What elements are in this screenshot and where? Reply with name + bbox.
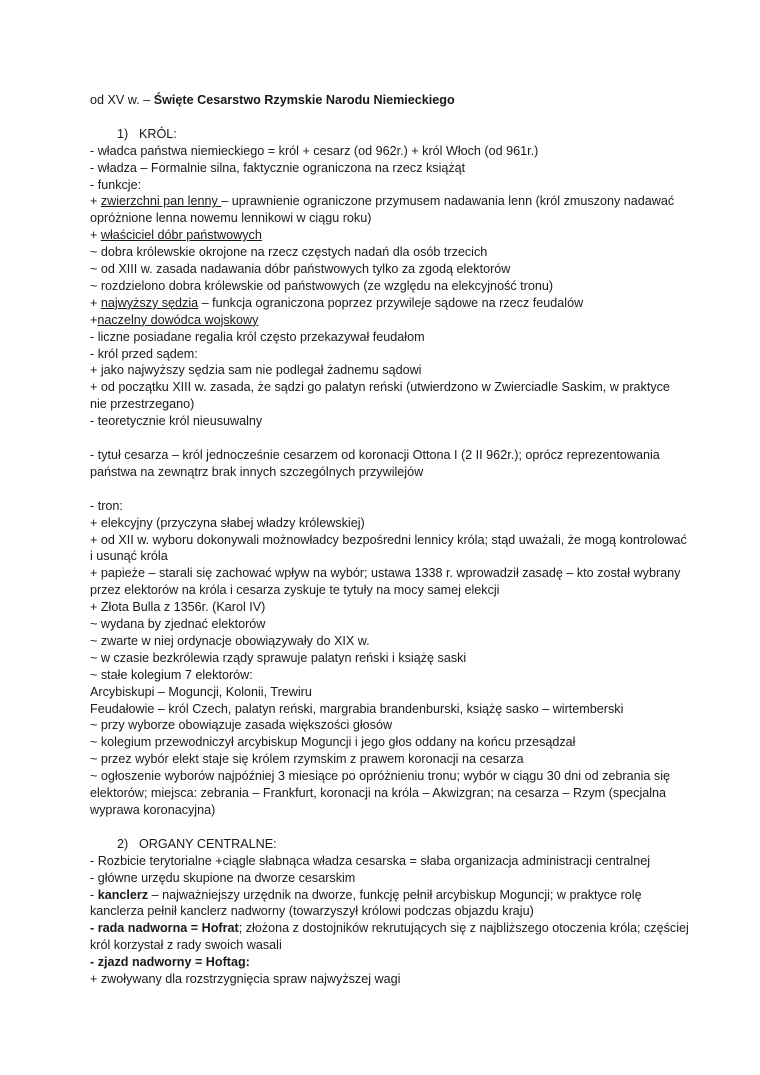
paragraph-line: ~ zwarte w niej ordynacje obowiązywały do XIX w.: [90, 633, 370, 648]
underlined-term: właściciel dóbr państwowych: [100, 228, 262, 243]
paragraph-line: + elekcyjny (przyczyna słabej władzy królewskiej): [90, 515, 365, 530]
paragraph-line: - Rozbicie terytorialne +ciągle słabnąca władza cesarska = słaba organizacja administracji centralnej: [90, 853, 651, 868]
paragraph-line: + od XII w. wyboru dokonywali możnowładcy bezpośredni lennicy króla; stąd uważali, że mogą kontrolować i usunąć króla: [90, 532, 687, 564]
paragraph-line: ~ przy wyborze obowiązuje zasada większości głosów: [90, 718, 393, 733]
paragraph-line: - liczne posiadane regalia król często przekazywał feudałom: [90, 329, 425, 344]
paragraph-line: ~ wydana by zjednać elektorów: [90, 617, 266, 632]
paragraph-line: Arcybiskupi – Moguncji, Kolonii, Trewiru: [90, 684, 312, 699]
section-2-heading: [117, 836, 690, 853]
paragraph-line: - tron:: [90, 498, 123, 513]
paragraph-line: - władza – Formalnie silna, faktycznie ograniczona na rzecz książąt: [90, 160, 466, 175]
line-text: – najważniejszy urzędnik na dworze, funkcję pełnił arcybiskup Moguncji; w praktyce rolę kanclerza pełnił kanclerz nadworny (towarzyszył królowi podczas objazdu kraju): [90, 887, 642, 919]
paragraph-line: ~ kolegium przewodniczył arcybiskup Moguncji i jego głos oddany na końcu przesądzał: [90, 735, 576, 750]
underlined-term: zwierzchni pan lenny: [100, 194, 222, 209]
line-text: – funkcja ograniczona poprzez przywileje sądowe na rzecz feudalów: [198, 295, 584, 310]
paragraph-line: - tytuł cesarza – król jednocześnie cesarzem od koronacji Ottona I (2 II 962r.); oprócz reprezentowania państwa na zewnątrz brak innych szczególnych przywilejów: [90, 448, 660, 479]
line-text: – uprawnienie ograniczone przymusem nadawania lenn (król zmuszony nadawać opróżnione lenna nowemu lennikowi w ciągu roku): [90, 194, 675, 226]
paragraph-line: [90, 227, 690, 244]
paragraph-line: ~ w czasie bezkrólewia rządy sprawuje palatyn reński i książę saski: [90, 650, 467, 665]
paragraph-line: ~ dobra królewskie okrojone na rzecz częstych nadań dla osób trzecich: [90, 245, 488, 260]
paragraph-line: ~ od XIII w. zasada nadawania dóbr państwowych tylko za zgodą elektorów: [90, 262, 511, 277]
section-1-label: KRÓL:: [139, 126, 177, 141]
section-2-number: 2): [117, 836, 129, 851]
bullet-prefix: +: [90, 228, 101, 243]
paragraph-line: - władca państwa niemieckiego = król + cesarz (od 962r.) + król Włoch (od 961r.): [90, 143, 539, 158]
paragraph-line: - główne urzędu skupione na dworze cesarskim: [90, 870, 356, 885]
paragraph-line: [90, 954, 690, 971]
paragraph-line: ~ stałe kolegium 7 elektorów:: [90, 667, 253, 682]
paragraph-line: - król przed sądem:: [90, 346, 198, 361]
paragraph-line: Feudałowie – król Czech, palatyn reński, margrabia brandenburski, książę sasko – wirtemberski: [90, 701, 624, 716]
bold-term: kanclerz: [97, 887, 149, 902]
document-title: [90, 92, 690, 109]
bold-term: - zjazd nadworny = Hoftag:: [90, 955, 250, 970]
paragraph-line: - funkcje:: [90, 177, 142, 192]
line-text: ; złożona z dostojników rekrutujących się z najbliższego otoczenia króla; częściej król korzystał z rady swoich wasali: [90, 921, 689, 953]
title-prefix: od XV w. –: [90, 93, 154, 107]
paragraph-line: + papieże – starali się zachować wpływ na wybór; ustawa 1338 r. wprowadził zasadę – kto został wybrany przez elektorów na króla i cesarza zyskuje te tytuły na mocy samej elekcji: [90, 566, 681, 598]
paragraph-line: + Złota Bulla z 1356r. (Karol IV): [90, 600, 266, 615]
underlined-term: najwyższy sędzia: [100, 295, 199, 310]
paragraph-line: [90, 312, 690, 329]
paragraph-line: [90, 887, 690, 921]
paragraph-line: [90, 193, 690, 227]
paragraph-line: ~ przez wybór elekt staje się królem rzymskim z prawem koronacji na cesarza: [90, 752, 524, 767]
paragraph-line: [90, 920, 690, 954]
document-page: [90, 92, 690, 988]
paragraph-line: + zwoływany dla rozstrzygnięcia spraw najwyższej wagi: [90, 972, 401, 987]
bullet-prefix: +: [90, 312, 98, 327]
paragraph-line: ~ rozdzielono dobra królewskie od państwowych (ze względu na elekcyjność tronu): [90, 278, 554, 293]
section-2-label: ORGANY CENTRALNE:: [139, 836, 277, 851]
underlined-term: naczelny dowódca wojskowy: [97, 312, 259, 327]
bullet-prefix: +: [90, 295, 101, 310]
title-bold: Święte Cesarstwo Rzymskie Narodu Niemieckiego: [153, 93, 455, 107]
paragraph-line: + od początku XIII w. zasada, że sądzi go palatyn reński (utwierdzono w Zwierciadle Saskim, w praktyce nie przestrzegano): [90, 380, 670, 412]
bold-term: - rada nadworna = Hofrat: [90, 921, 239, 936]
paragraph-line: [90, 295, 690, 312]
paragraph-line: + jako najwyższy sędzia sam nie podlegał żadnemu sądowi: [90, 363, 422, 378]
section-1-number: 1): [117, 126, 129, 141]
paragraph-line: ~ ogłoszenie wyborów najpóźniej 3 miesiące po opróżnieniu tronu; wybór w ciągu 30 dni od zebrania się elektorów; miejsca: zebrania – Frankfurt, koronacji na króla – Akwizgran; na cesarza – Rzym (specjalna wyprawa koronacyjna): [90, 769, 671, 818]
bullet-prefix: +: [90, 194, 101, 209]
paragraph-line: - teoretycznie król nieusuwalny: [90, 414, 263, 429]
section-1-heading: [117, 126, 690, 143]
bullet-prefix: -: [90, 887, 98, 902]
